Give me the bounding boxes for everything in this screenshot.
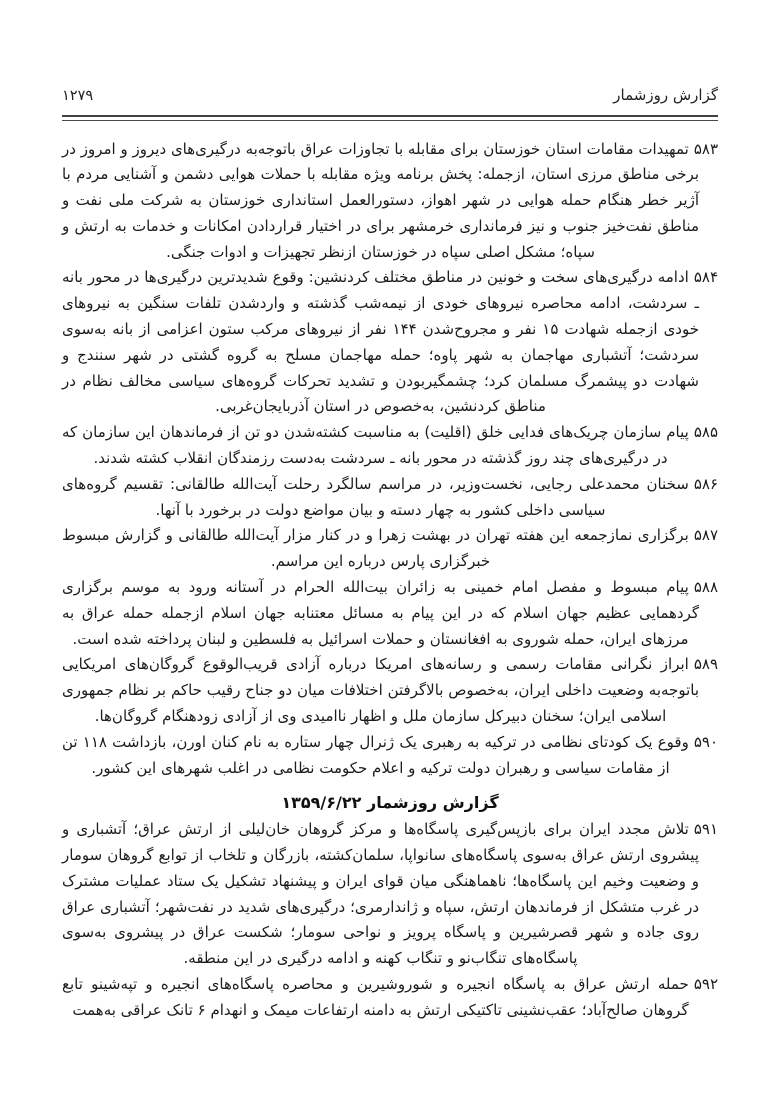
entry-paragraph-591 <box>62 817 718 972</box>
entry-number: ۵۹۰ <box>693 732 718 751</box>
entry-paragraph-588 <box>62 575 718 652</box>
entry-number: ۵۸۹ <box>693 655 718 674</box>
entry-text: حمله ارتش عراق به پاسگاه انجیره و شوروشیرین و محاصره پاسگاه‌های انجیره و تپه‌شینو تابع گروهان صالح‌آباد؛ عقب‌نشینی تاکتیکی ارتش به دامنه ارتفاعات میمک و انهدام ۶ تانک عراقی به‌همت <box>62 975 689 1019</box>
entry-paragraph-585 <box>62 420 718 472</box>
entry-number: ۵۸۴ <box>693 268 718 287</box>
entry-paragraph-583 <box>62 137 718 266</box>
entry-paragraph-587 <box>62 523 718 575</box>
entry-text: برگزاری نمازجمعه این هفته تهران در بهشت زهرا و در کنار مزار آیت‌الله طالقانی و گزارش مبسوط خبرگزاری پارس درباره این مراسم. <box>62 526 689 571</box>
entry-paragraph-590 <box>62 730 718 782</box>
running-title: گزارش روزشمار <box>613 86 718 104</box>
entry-number: ۵۹۱ <box>693 820 718 839</box>
header-rule <box>62 115 718 121</box>
entry-number: ۵۸۳ <box>693 139 718 158</box>
entry-number: ۵۸۶ <box>693 474 718 493</box>
entry-number: ۵۸۵ <box>693 423 718 442</box>
entry-text: وقوع یک کودتای نظامی در ترکیه به رهبری یک ژنرال چهار ستاره به نام کنان اورن، بازداشت ۱۱۸ تن از مقامات سیاسی و رهبران دولت ترکیه و اعلام حکومت نظامی در اغلب شهرهای این کشور. <box>62 732 689 777</box>
entry-text: ابراز نگرانی مقامات رسمی و رسانه‌های امریکا درباره آزادی قریب‌الوقوع گروگان‌های امریکایی باتوجه‌به وضعیت داخلی ایران، به‌خصوص بالاگرفتن اختلافات میان دو جناح رقیب حاکم بر نظام جمهوری اسلامی ایران؛ سخنان دبیرکل سازمان ملل و اظهار ناامیدی وی از آزادی زودهنگام گروگان‌ها. <box>62 655 699 726</box>
entry-text: سخنان محمدعلی رجایی، نخست‌وزیر، در مراسم سالگرد رحلت آیت‌الله طالقانی: تقسیم گروه‌های سیاسی داخلی کشور به چهار دسته و بیان مواضع دولت در برخورد با آنها. <box>62 474 689 519</box>
entry-paragraph-589 <box>62 652 718 729</box>
entry-number: ۵۸۷ <box>693 526 718 545</box>
entry-paragraph-584 <box>62 265 718 420</box>
entry-number: ۵۸۸ <box>693 578 718 597</box>
entry-paragraph-592 <box>62 972 718 1024</box>
section-heading: گزارش روزشمار ۱۳۵۹/۶/۲۲ <box>281 793 499 813</box>
page-header <box>62 84 718 107</box>
entry-paragraph-586 <box>62 472 718 524</box>
entry-text: پیام سازمان چریک‌های فدایی خلق (اقلیت) به مناسبت کشته‌شدن دو تن از فرماندهان این سازمان که در درگیری‌های چند روز گذشته در محور بانه ـ سردشت به‌دست رزمندگان انقلاب کشته شدند. <box>62 423 689 468</box>
document-body <box>62 137 718 1024</box>
entry-number: ۵۹۲ <box>693 975 718 993</box>
entry-text: پیام مبسوط و مفصل امام خمینی به زائران بیت‌الله الحرام در آستانه ورود به موسم برگزاری گردهمایی عظیم جهان اسلام که در این پیام به مسائل معتنابه جهان اسلام ازجمله حمله عراق به مرزهای ایران، حمله شوروی به افغانستان و حملات اسرائیل به فلسطین و لبنان پرداخته شده است. <box>62 578 699 648</box>
entry-text: تلاش مجدد ایران برای بازپس‌گیری پاسگاه‌ها و مرکز گروهان خان‌لیلی از ارتش عراق؛ آتشباری و پیشروی ارتش عراق به‌سوی پاسگاه‌های سانواپا، سلمان‌کشته، بازرگان و تلخاب از توابع گروهان سومار و وضعیت وخیم این پاسگاه‌ها؛ ناهماهنگی میان قوای ایران و پیشنهاد تشکیل یک ستاد عملیات مشترک در غرب متشکل از فرماندهان ارتش، سپاه و ژاندارمری؛ درگیری‌های شدید در نفت‌شهر؛ آتشباری عراق روی جاده و شهر قصرشیرین و پاسگاه پرویز و نواحی سومار؛ شکست عراق در پیشروی به‌سوی پاسگاه‌های تنگاب‌نو و تنگاب کهنه و ادامه درگیری در این منطقه. <box>62 820 699 968</box>
entry-text: تمهیدات مقامات استان خوزستان برای مقابله با تجاوزات عراق باتوجه‌به درگیری‌های دیروز و امروز در برخی مناطق مرزی استان، ازجمله: پخش برنامه ویژه مقابله با حملات هوایی دشمن و آشنایی مردم با آژیر خطر هنگام حمله هوایی در شهر اهواز، دستورالعمل استانداری خوزستان به شرکت ملی نفت و مناطق نفت‌خیز جنوب و نیز فرمانداری خرمشهر برای در اختیار قراردادن امکانات و خدمات به ارتش و سپاه؛ مشکل اصلی سپاه در خوزستان ازنظر تجهیزات و ادوات جنگی. <box>62 139 699 261</box>
page-number: ۱۲۷۹ <box>62 88 94 104</box>
entry-text: ادامه درگیری‌های سخت و خونین در مناطق مختلف کردنشین: وقوع شدیدترین درگیری‌ها در محور بانه ـ سردشت، ادامه محاصره نیروهای خودی از نیمه‌شب گذشته و واردشدن تلفات سنگین به نیروهای خودی ازجمله شهادت ۱۵ نفر و مجروح‌شدن ۱۴۴ نفر از نیروهای مرکب ستون اعزامی از بانه به‌سوی سردشت؛ آتشباری مهاجمان به شهر پاوه؛ حمله مهاجمان مسلح به گروه گشتی در شهر سنندج و شهادت دو پیشمرگ مسلمان کرد؛ چشمگیربودن و تشدید تحرکات گروه‌های سیاسی مخالف نظام در مناطق کردنشین، به‌خصوص در استان آذربایجان‌غربی. <box>62 268 700 416</box>
